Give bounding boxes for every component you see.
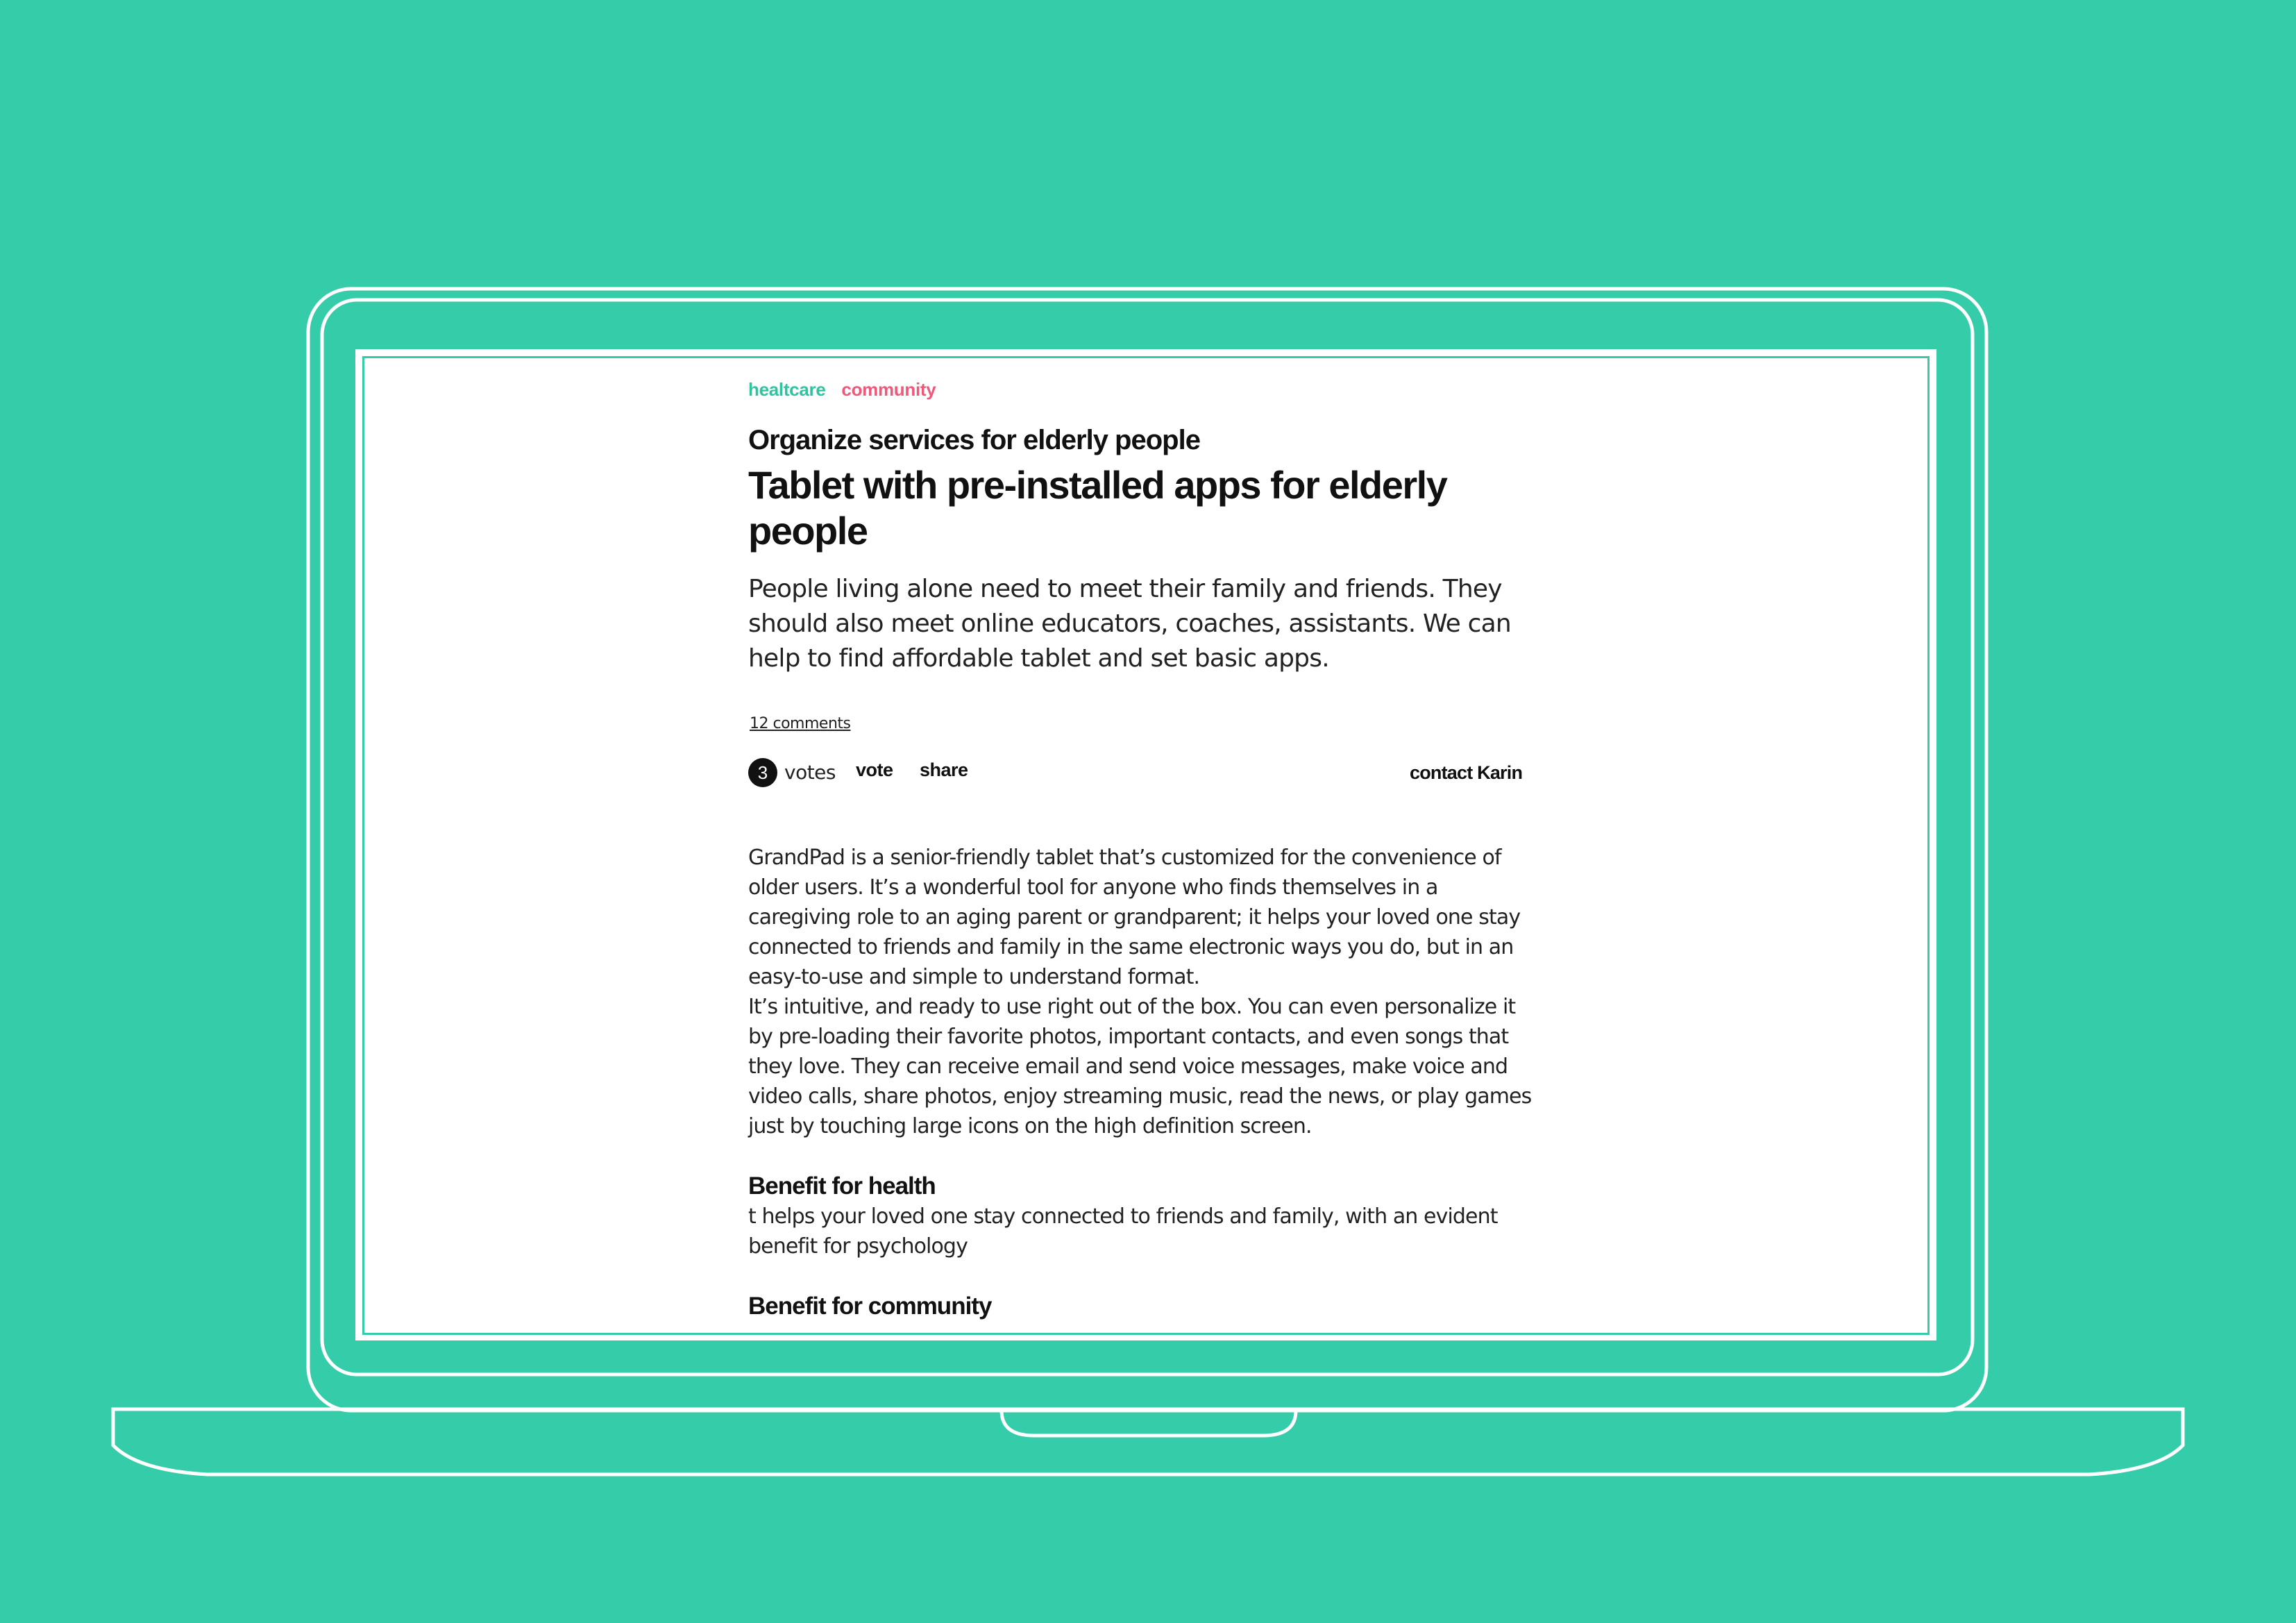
vote-count-badge: 3: [748, 758, 777, 787]
post-subtitle: Organize services for elderly people: [748, 425, 1200, 455]
body-paragraph: GrandPad is a senior-friendly tablet that’s customized for the convenience of older users. It’s a wonderful tool for anyone who finds themselves in a caregiving role to an aging parent or grandparent; it helps your loved one stay connected to friends and family in the same electronic ways you do, but in an easy-to-use and simple to understand format.: [748, 846, 1521, 989]
body-paragraph: It’s intuitive, and ready to use right out of the box. You can even personalize it by pre-loading their favorite photos, important contacts, and even songs that they love. They can receive email and send voice messages, make voice and video calls, share photos, enjoy streaming music, read the news, or play games just by touching large icons on the high definition screen.: [748, 995, 1532, 1138]
benefit-community-heading: Benefit for community: [748, 1293, 992, 1320]
browser-screen: [357, 351, 1934, 1338]
post-title: Tablet with pre-installed apps for elderly people: [748, 463, 1447, 553]
post-body: [748, 843, 1533, 1322]
contact-button[interactable]: contact Karin: [1410, 762, 1523, 783]
tag-healthcare[interactable]: healtcare: [748, 379, 826, 400]
benefit-health-text: t helps your loved one stay connected to friends and family, with an evident benefit for psychology: [748, 1204, 1498, 1259]
share-button[interactable]: share: [920, 759, 968, 780]
post-lead: People living alone need to meet their family and friends. They should also meet online educators, coaches, assistants. We can help to find affordable tablet and set basic apps.: [748, 575, 1511, 673]
post-actions: [748, 755, 1533, 790]
tag-community[interactable]: community: [841, 379, 936, 400]
vote-button[interactable]: vote: [856, 759, 893, 780]
tag-list: [748, 379, 936, 401]
comments-link[interactable]: 12 comments: [750, 715, 851, 732]
votes-label: votes: [784, 761, 836, 784]
benefit-health-heading: Benefit for health: [748, 1172, 936, 1200]
